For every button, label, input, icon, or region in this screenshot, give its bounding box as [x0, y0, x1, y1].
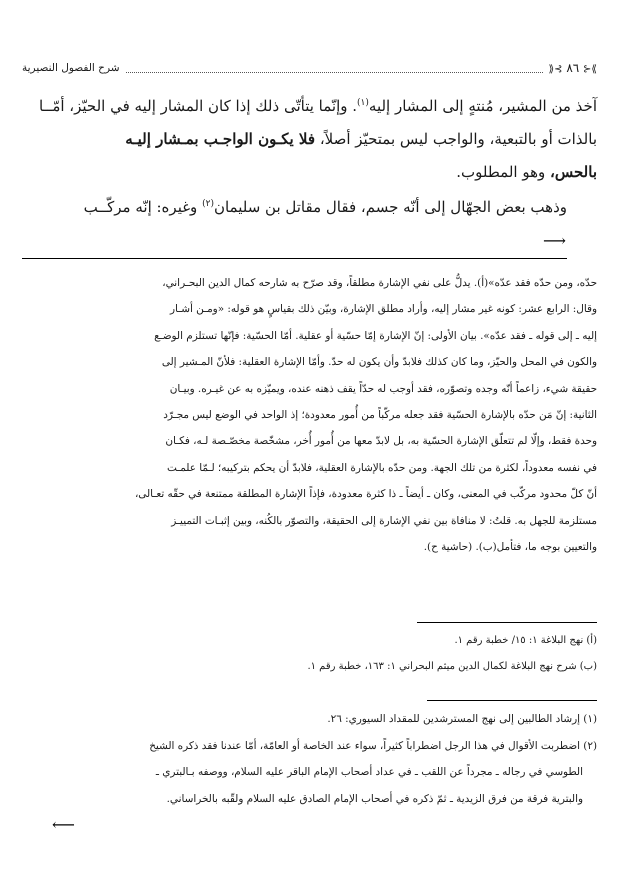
main-line-4-rest: وغيره: إنّه مركّــب — [83, 198, 203, 216]
commentary-line: وحدة فقط، وإلّا لم تتعلّق الإشارة الحسّية به، بل لابدّ معها من أُمور أُخر، مشخّصة مخصّـصة لـه، فكـان — [165, 435, 597, 448]
running-header — [22, 58, 597, 78]
main-line-4 — [22, 191, 597, 224]
main-line-1 — [22, 90, 597, 123]
commentary-line: وقال: الرابع عشر: كونه غير مشار إليه، وأراد مطلق الإشارة، وبيّن ذلك بقياسٍ هو قوله: «ومـن أشـار — [170, 303, 597, 316]
main-line-3 — [22, 156, 597, 189]
main-line-2 — [22, 123, 597, 156]
main-line-3-rest: وهو المطلوب. — [456, 163, 551, 181]
commentary-block — [22, 270, 597, 560]
footnote-2-line: الطوسي في رجاله ـ مجرداً عن اللقب ـ في عداد أصحاب الإمام الباقر عليه السلام، ووصفه بـالبتري ـ — [155, 766, 583, 778]
main-line-2-bold: فلا يكـون الواجـب بمـشار إليـه — [125, 130, 316, 148]
continue-arrow-left-icon: ⟵ — [52, 815, 75, 834]
main-line-4-text: وذهب بعض الجهّال إلى أنّه جسم، فقال مقاتل بن سليمان — [213, 198, 567, 216]
commentary-line: في نفسه معدوداً، لكثرة من تلك الجهة. ومن حدّه بالإشارة العقلية، فلابدّ أن يحكم بتركيبه؛ لـمّا علمـت — [167, 461, 597, 474]
footnote-2-line: (٢) اضطربت الأقوال في هذا الرجل اضطراباً كثيراً، سواء عند الخاصة أو العامّة، أمّا عندنا فقد ذكره الشيخ — [149, 739, 597, 752]
footnote-divider — [427, 700, 597, 701]
subnotes-block — [22, 628, 597, 680]
commentary-divider — [22, 258, 567, 259]
commentary-line: الثانية: إنّ مَن حدّه بالإشارة الحسّية فقد جعله مركّباً من أُمور معدودة؛ إذ الواحد في الوضع ليس مجـرّد — [163, 409, 597, 422]
main-line-3-bold: بالحس، — [550, 163, 597, 181]
subnote-divider — [417, 622, 597, 623]
continue-arrow-right-icon: ⟶ — [543, 231, 566, 250]
subnote-b: (ب) شرح نهج البلاغة لكمال الدين ميثم البحراني ١: ١٦٣، خطبة رقم ١. — [307, 661, 597, 672]
main-line-1-rest: . وإنّما يتأتّى ذلك إذا كان المشار إليه في الحيّز، أمّــا — [38, 97, 358, 115]
footnote-2-line: والبترية فرقة من فرق الزيدية ـ ثمّ ذكره في أصحاب الإمام الصادق عليه السلام ولقّبه بالخراساني. — [166, 792, 583, 805]
footnote-1: (١) إرشاد الطالبين إلى نهج المسترشدين للمقداد السيوري: ٢٦. — [327, 713, 597, 725]
main-line-2-normal: بالذات أو بالتبعية، والواجب ليس بمتحيّز أصلاً، — [315, 130, 597, 148]
footnotes-block — [22, 706, 597, 812]
running-title: شرح الفصول النصيرية — [22, 62, 120, 74]
page-number — [549, 61, 597, 75]
ornament-right-icon: ⟫⊰ — [583, 64, 597, 75]
commentary-line: والتعيين بوجه ما، فتأمل(ب). (حاشية ح). — [423, 541, 597, 554]
commentary-line: أنّ كلّ محدود مركّب في المعنى، وكان ـ أيضاً ـ ذا كثرة معدودة، فإذاً الإشارة المطلقة ممتنعة في حقّه تعـالى، — [134, 488, 597, 501]
page-number-value: ٨٦ — [566, 61, 580, 75]
commentary-line: إليه ـ إلى قوله ـ فقد عدّه». بيان الأولى: إنّ الإشارة إمّا حسّية أو عقلية. أمّا الحسّية: فإنّها تستلزم الوضـع — [154, 329, 597, 342]
commentary-line: مستلزمة للجهل به. قلتُ: لا منافاة بين نفي الإشارة إلى الحقيقة، والتصوّر بالكُنه، وبين إثبـات التمييـز — [171, 514, 597, 527]
ornament-left-icon: ⊱⟪ — [548, 64, 563, 75]
footnote-ref-1: (١) — [357, 98, 369, 108]
main-line-1-text: آخذ من المشير، مُنتهٍ إلى المشار إليه — [368, 97, 597, 115]
main-text — [22, 90, 597, 224]
commentary-line: حقيقة شيء، زاعماً أنّه وجده وتصوّره، فقد أوجب له حدّاً يقف ذهنه عنده، ويميّزه به عن غيـره. وبيـان — [169, 382, 597, 395]
commentary-line: حدّه، ومن حدّه فقد عدّه»(أ). يدلُّ على نفي الإشارة مطلقاً، وقد صرّح به شارحه كمال الدين البحـراني، — [162, 277, 597, 289]
subnote-a: (أ) نهج البلاغة ١: ١٥/ خطبة رقم ١. — [454, 635, 597, 646]
commentary-line: والكون في المحل والحيّز، وما كان كذلك فلابدّ وأن يكون له حدّ. وأمّا الإشارة العقلية: فلأنّ المـشير إلى — [161, 356, 597, 369]
footnote-ref-2: (٢) — [202, 199, 214, 209]
leader-dots — [126, 64, 543, 73]
